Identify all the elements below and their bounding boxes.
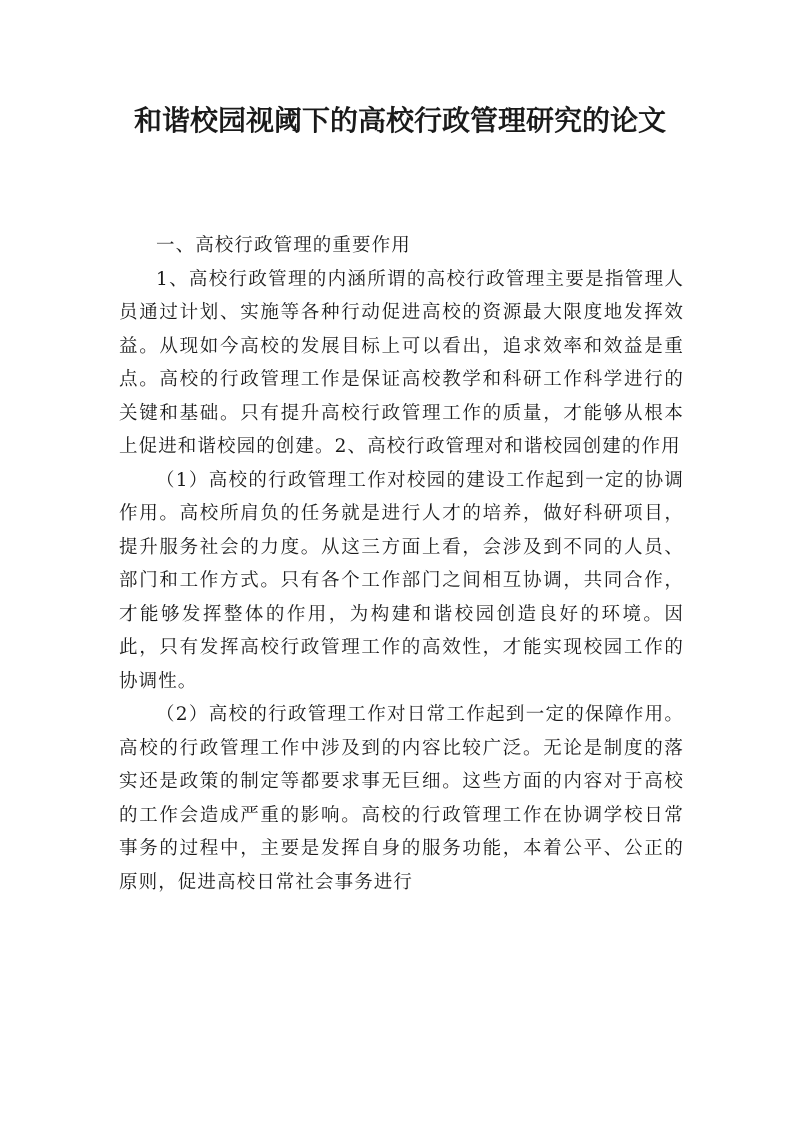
- paragraph-1: 1、高校行政管理的内涵所谓的高校行政管理主要是指管理人员通过计划、实施等各种行动促进高校的资源最大限度地发挥效益。从现如今高校的发展目标上可以看出，追求效率和效益是重点。高校的行政管理工作是保证高校教学和科研工作科学进行的关键和基础。只有提升高校行政管理工作的质量，才能够从根本上促进和谐校园的创建。2、高校行政管理对和谐校园创建的作用: [119, 268, 684, 457]
- document-body: [119, 229, 684, 899]
- paragraph-2: （1）高校的行政管理工作对校园的建设工作起到一定的协调作用。高校所肩负的任务就是进行人才的培养，做好科研项目，提升服务社会的力度。从这三方面上看，会涉及到不同的人员、部门和工作方式。只有各个工作部门之间相互协调，共同合作，才能够发挥整体的作用，为构建和谐校园创造良好的环境。因此，只有发挥高校行政管理工作的高效性，才能实现校园工作的协调性。: [119, 469, 684, 692]
- paragraph-3: （2）高校的行政管理工作对日常工作起到一定的保障作用。高校的行政管理工作中涉及到的内容比较广泛。无论是制度的落实还是政策的制定等都要求事无巨细。这些方面的内容对于高校的工作会造成严重的影响。高校的行政管理工作在协调学校日常事务的过程中，主要是发挥自身的服务功能，本着公平、公正的原则，促进高校日常社会事务进行: [119, 704, 684, 893]
- document-title: 和谐校园视阈下的高校行政管理研究的论文: [133, 104, 666, 137]
- section-heading: 一、高校行政管理的重要作用: [156, 235, 411, 256]
